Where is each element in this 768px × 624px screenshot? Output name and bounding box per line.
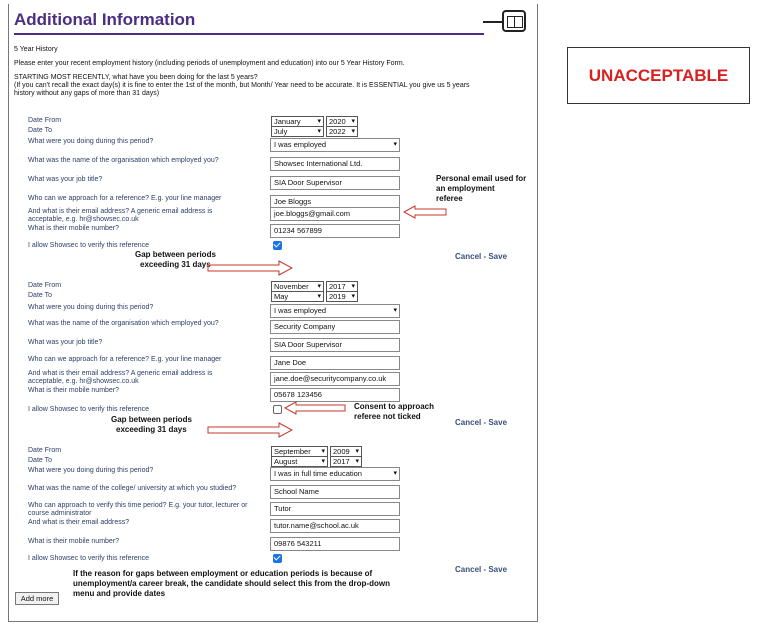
mobile-input[interactable]: 09876 543211 — [270, 537, 400, 551]
book-icon — [502, 10, 526, 32]
from-year-select[interactable]: 2020 ▾ — [326, 116, 358, 127]
cancel-save-link[interactable]: Cancel - Save — [455, 418, 508, 427]
consent-label: I allow Showsec to verify this reference — [28, 242, 149, 249]
intro-note-cont: history without any gaps of more than 31 days) — [14, 90, 160, 97]
annotation-gap-2: Gap between periods exceeding 31 days — [111, 415, 192, 434]
email-label: And what is their email address? — [28, 519, 130, 526]
consent-checkbox[interactable] — [273, 554, 282, 563]
mobile-label: What is their mobile number? — [28, 538, 120, 545]
organisation-label: What was the name of the organisation which employed you? — [28, 320, 219, 327]
from-year-select[interactable]: 2017 ▾ — [326, 281, 358, 292]
intro-text: Please enter your recent employment history (including periods of unemployment and education) into our 5 Year History Form. — [14, 60, 405, 67]
annotation-consent: Consent to approach referee not ticked — [354, 402, 435, 421]
college-label: What was the name of the college/ university at which you studied? — [28, 485, 237, 492]
title-divider-end — [483, 21, 502, 23]
referee-label: Who can we approach for a reference? E.g. your line manager — [28, 195, 222, 202]
from-month-select[interactable]: January ▾ — [271, 116, 324, 127]
date-to-label: Date To — [28, 457, 52, 464]
referee-label: Who can we approach for a reference? E.g. your line manager — [28, 356, 222, 363]
mobile-input[interactable]: 05678 123456 — [270, 388, 400, 402]
email-label-cont: acceptable, e.g. hr@showsec.co.uk — [28, 378, 139, 385]
annotation-personal-email: Personal email used for an employment referee — [436, 174, 527, 203]
organisation-label: What was the name of the organisation which employed you? — [28, 157, 219, 164]
verify-label: Who can approach to verify this time period? E.g. your tutor, lecturer or — [28, 502, 248, 509]
to-month-select[interactable]: August ▾ — [271, 456, 328, 467]
college-input[interactable]: School Name — [270, 485, 400, 499]
arrow-gap-2 — [207, 421, 293, 439]
to-year-select[interactable]: 2019 ▾ — [326, 291, 358, 302]
to-year-select[interactable]: 2022 ▾ — [326, 126, 358, 137]
mobile-input[interactable]: 01234 567899 — [270, 224, 400, 238]
activity-label: What were you doing during this period? — [28, 304, 154, 311]
verdict-badge: UNACCEPTABLE — [567, 47, 750, 104]
activity-select[interactable]: I was employed ▾ — [270, 304, 400, 318]
to-year-select[interactable]: 2017 ▾ — [330, 456, 362, 467]
annotation-gap-reason: If the reason for gaps between employment or education periods is because of unemployment/a career break, the candidate should select this from the drop-down menu and provide dates — [73, 569, 390, 598]
mobile-label: What is their mobile number? — [28, 387, 120, 394]
cancel-save-link[interactable]: Cancel - Save — [455, 565, 508, 574]
consent-checkbox[interactable] — [273, 405, 282, 414]
annotation-gap-1: Gap between periods exceeding 31 days — [135, 250, 216, 269]
page-title: Additional Information — [14, 10, 196, 29]
from-month-select[interactable]: September ▾ — [271, 446, 328, 457]
to-month-select[interactable]: May ▾ — [271, 291, 324, 302]
organisation-input[interactable]: Showsec International Ltd. — [270, 157, 400, 171]
cancel-save-link[interactable]: Cancel - Save — [455, 252, 508, 261]
job-title-input[interactable]: SIA Door Supervisor — [270, 338, 400, 352]
intro-note: (If you can't recall the exact day(s) it is fine to enter the 1st of the month, but Month/ Year need to be accurate. It is ESSENTIAL you give us 5 years — [14, 82, 470, 89]
from-year-select[interactable]: 2009 ▾ — [330, 446, 362, 457]
job-title-input[interactable]: SIA Door Supervisor — [270, 176, 400, 190]
activity-label: What were you doing during this period? — [28, 467, 154, 474]
email-input[interactable]: joe.bloggs@gmail.com — [270, 207, 400, 221]
email-input[interactable]: jane.doe@securitycompany.co.uk — [270, 372, 400, 386]
arrow-gap-1 — [207, 259, 293, 277]
activity-label: What were you doing during this period? — [28, 138, 154, 145]
organisation-input[interactable]: Security Company — [270, 320, 400, 334]
referee-input[interactable]: Joe Bloggs — [270, 195, 400, 209]
arrow-personal-email — [403, 203, 447, 221]
date-from-label: Date From — [28, 282, 62, 289]
date-from-label: Date From — [28, 447, 62, 454]
verify-label-cont: course administrator — [28, 510, 92, 517]
date-to-label: Date To — [28, 292, 52, 299]
title-divider — [14, 33, 484, 35]
email-label: And what is their email address? A generic email address is — [28, 208, 213, 215]
section-heading: 5 Year History — [14, 46, 58, 53]
consent-label: I allow Showsec to verify this reference — [28, 406, 149, 413]
arrow-consent — [284, 400, 346, 416]
date-to-label: Date To — [28, 127, 52, 134]
activity-select[interactable]: I was in full time education ▾ — [270, 467, 400, 481]
mobile-label: What is their mobile number? — [28, 225, 120, 232]
consent-label: I allow Showsec to verify this reference — [28, 555, 149, 562]
to-month-select[interactable]: July ▾ — [271, 126, 324, 137]
verifier-input[interactable]: Tutor — [270, 502, 400, 516]
job-title-label: What was your job title? — [28, 176, 103, 183]
job-title-label: What was your job title? — [28, 339, 103, 346]
consent-checkbox[interactable] — [273, 241, 282, 250]
referee-input[interactable]: Jane Doe — [270, 356, 400, 370]
intro-instruction: STARTING MOST RECENTLY, what have you been doing for the last 5 years? — [14, 74, 258, 81]
date-from-label: Date From — [28, 117, 62, 124]
email-input[interactable]: tutor.name@school.ac.uk — [270, 519, 400, 533]
email-label-cont: acceptable, e.g. hr@showsec.co.uk — [28, 216, 139, 223]
activity-select[interactable]: I was employed ▾ — [270, 138, 400, 152]
add-more-button[interactable]: Add more — [15, 592, 59, 605]
from-month-select[interactable]: November ▾ — [271, 281, 324, 292]
email-label: And what is their email address? A generic email address is — [28, 370, 213, 377]
